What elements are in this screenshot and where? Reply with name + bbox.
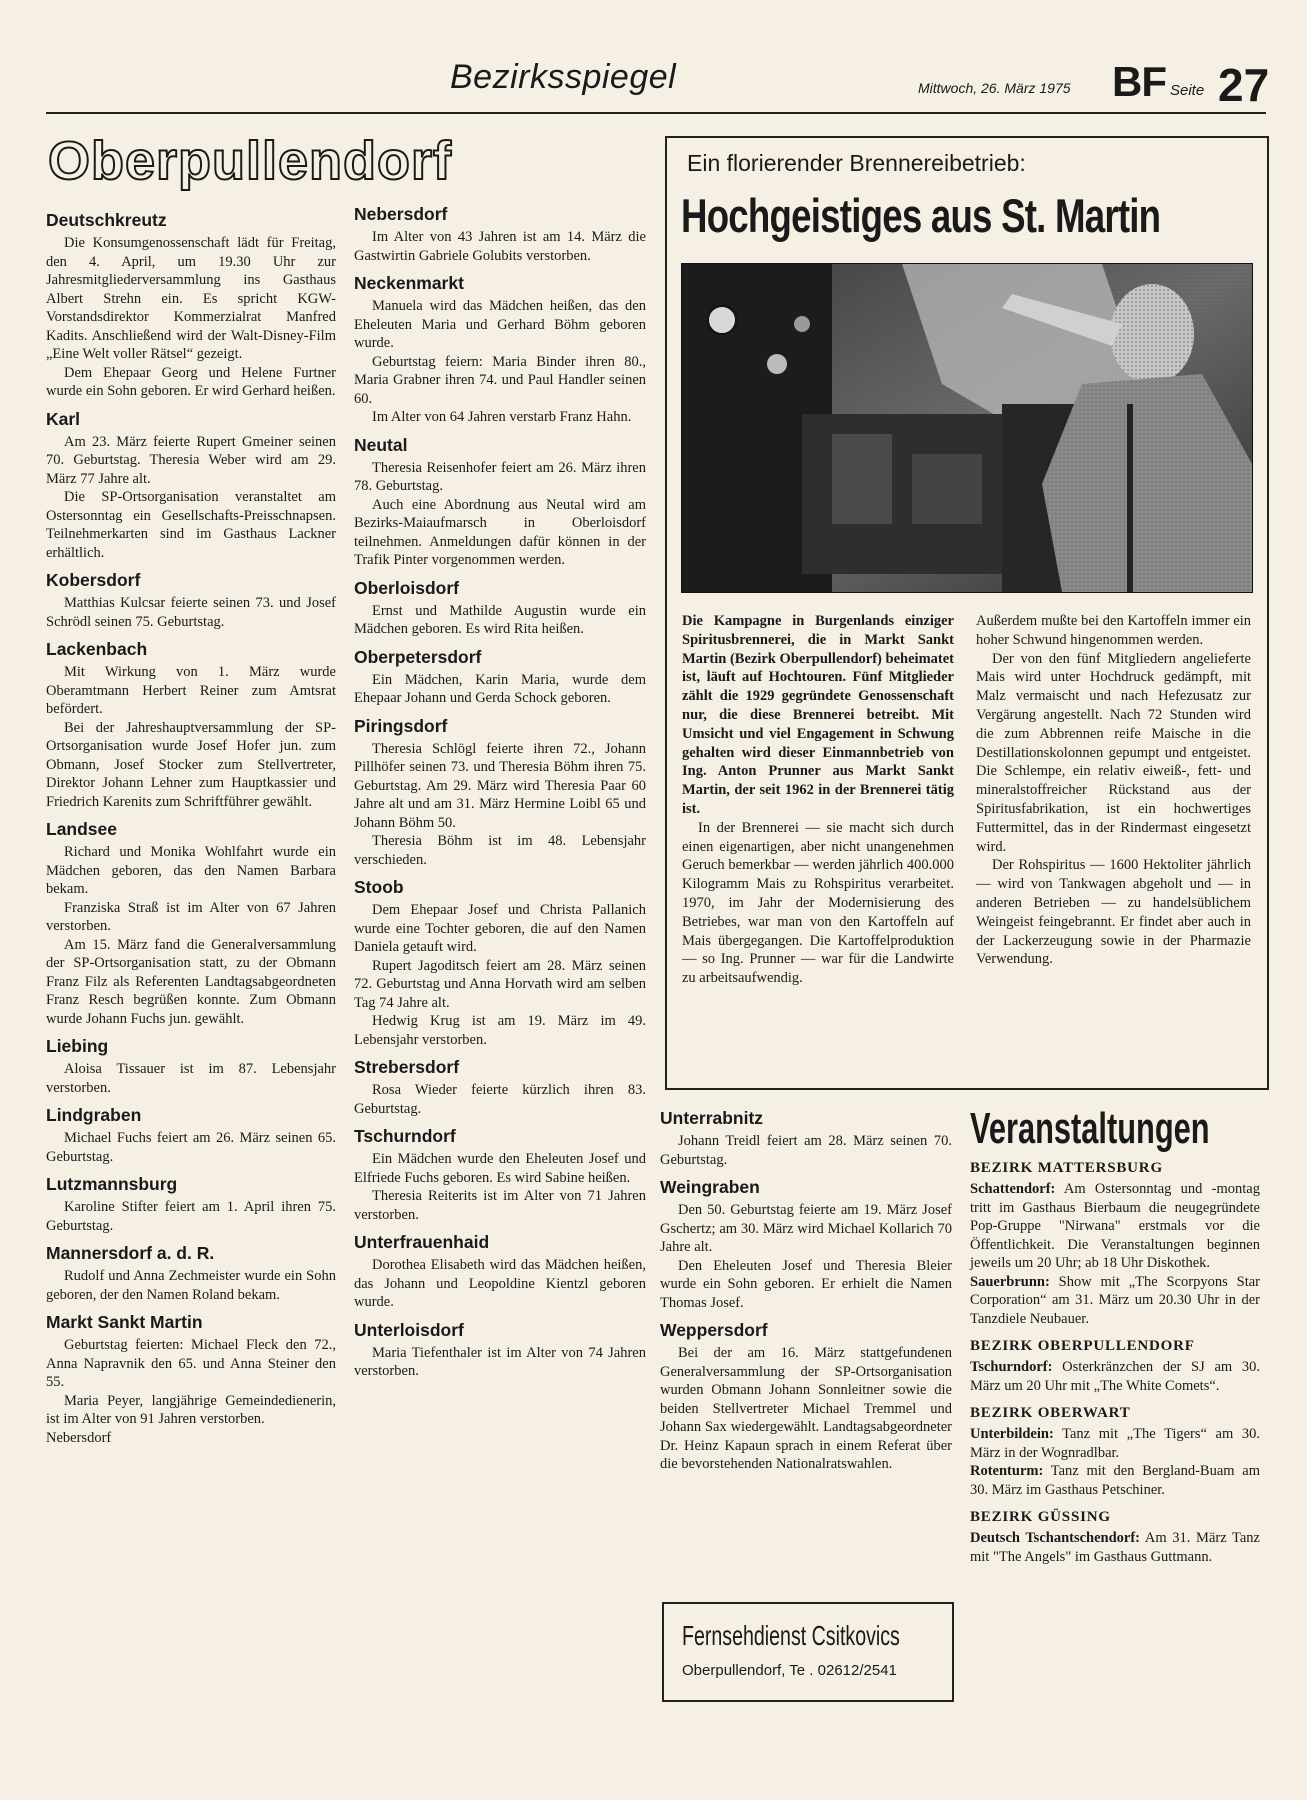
place-heading-nebersdorf: Nebersdorf [354,204,448,224]
event-item [970,1462,1260,1499]
region-title: Oberpullendorf [48,131,452,191]
place-heading-lutzmannsburg: Lutzmannsburg [46,1174,178,1194]
news-item: Am 23. März feierte Rupert Gmeiner seinen 70. Geburtstag. Theresia Weber wird am 29. März 77 Jahre alt. [46,433,336,487]
feature-lead: Die Kampagne in Burgenlands einziger Spiritusbrennerei, die in Markt Sankt Martin (Bezirk Oberpullendorf) beheimatet ist, läuft auf Hochtouren. Fünf Mitglieder zählt die 1929 gegründete Genossenschaft nur, die diese Brennerei betreibt. Mit Umsicht und viel Engagement in Schwung gehalten wird dieser Einmannbetrieb von Ing. Anton Prunner aus Markt Sankt Martin, der seit 1962 in der Brennerei tätig ist. [682,613,954,817]
ad-contact: Oberpullendorf, Te . 02612/2541 [682,1662,897,1679]
news-item: Dorothea Elisabeth wird das Mädchen heißen, das Johann und Leopoldine Kientzl geboren wurde. [354,1257,646,1310]
event-item [970,1273,1260,1329]
place-heading-markt-sankt-martin: Markt Sankt Martin [46,1312,203,1332]
news-item: Den 50. Geburtstag feierte am 19. März Josef Gschertz; am 30. März wird Michael Kollarich 70 Jahre alt. [660,1202,952,1255]
news-column-left [46,210,336,1447]
news-item: Ein Mädchen wurde den Eheleuten Josef und Elfriede Fuchs geboren. Es wird Sabine heißen. [354,1151,646,1186]
news-item: Theresia Reiterits ist im Alter von 71 Jahren verstorben. [354,1188,646,1223]
place-heading-mannersdorf-a-d-r: Mannersdorf a. d. R. [46,1243,215,1263]
news-item: Maria Tiefenthaler ist im Alter von 74 Jahren verstorben. [354,1344,646,1379]
feature-column-a [682,612,954,988]
event-item [970,1425,1260,1462]
event-text: Am 31. März Tanz mit "The Angels" im Gasthaus Guttmann. [970,1530,1260,1565]
place-heading-liebing: Liebing [46,1036,109,1056]
issue-date: Mittwoch, 26. März 1975 [918,80,1071,96]
news-item: Geburtstag feierten: Michael Fleck den 72., Anna Napravnik den 65. und Anna Steiner den 55. [46,1337,336,1390]
news-item: Dem Ehepaar Georg und Helene Furtner wurde ein Sohn geboren. Er wird Gerhard heißen. [46,364,336,399]
event-place: Tschurndorf: [970,1359,1053,1375]
news-item: Bei der Jahreshauptversammlung der SP-Ortsorganisation wurde Josef Hofer jun. zum Obmann, Josef Stocker zum Stellvertreter, Direktor Johann Lehner zum Hauptkassier und Friedrich Karenits zum Schriftführer gewählt. [46,719,336,810]
feature-paragraph: In der Brennerei — sie macht sich durch einen eigenartigen, aber nicht unangenehmen Geruch bemerkbar — werden jährlich 400.000 Kilogramm Mais zu Rohspiritus verarbeitet. 1970, im Jahr der Modernisierung des Betriebes, war man von den Kartoffeln auf Mais übergegangen. Die Kartoffelproduktion — so Ing. Prunner — war für die Landwirte zu arbeitsaufwendig. [682,819,954,987]
event-text: Show mit „The Scorpyons Star Corporation“ am 31. März um 20.30 Uhr in der Tanzdiele Neubauer. [970,1273,1260,1327]
feature-headline: Hochgeistiges aus St. Martin [681,189,1161,242]
place-heading-lindgraben: Lindgraben [46,1105,142,1125]
place-heading-tschurndorf: Tschurndorf [354,1126,456,1146]
news-item: Karoline Stifter feiert am 1. April ihren 75. Geburtstag. [46,1199,336,1234]
event-text: Osterkränzchen der SJ am 30. März um 20 Uhr mit „The White Comets“. [970,1359,1260,1394]
news-column-middle [354,204,646,1381]
place-heading-neckenmarkt: Neckenmarkt [354,273,464,293]
news-item: Hedwig Krug ist am 19. März im 49. Lebensjahr verstorben. [354,1013,646,1048]
place-heading-lackenbach: Lackenbach [46,639,148,659]
event-place: Rotenturm: [970,1463,1044,1479]
event-text: Am Ostersonntag und -montag tritt im Gasthaus Bierbaum die neugegründete Pop-Gruppe "Nirwana" erstmals vor die Öffentlichkeit. Die Veranstaltungen beginnen jeweils um 20 Uhr; ab 18 Uhr Diskothek. [970,1181,1260,1271]
place-heading-oberloisdorf: Oberloisdorf [354,577,460,598]
feature-article [665,136,1269,1090]
news-item: Rudolf und Anna Zechmeister wurde ein Sohn geboren, der den Namen Roland bekam. [46,1268,336,1303]
feature-paragraph: Außerdem mußte bei den Kartoffeln immer ein hoher Schwund hingenommen werden. [976,613,1251,648]
events-list [970,1160,1260,1566]
page-label: Seite [1170,82,1205,99]
event-text: Tanz mit „The Tigers“ am 30. März in der Wognradlbar. [970,1426,1261,1461]
news-item: Geburtstag feiern: Maria Binder ihren 80., Maria Grabner ihren 74. und Paul Handler seinen 60. [354,353,646,407]
event-item [970,1358,1260,1395]
place-heading-neutal: Neutal [354,434,408,455]
continuation-label: Nebersdorf [46,1429,112,1446]
place-heading-piringsdorf: Piringsdorf [354,715,448,736]
feature-paragraph: Der von den fünf Mitgliedern angelieferte Mais wird unter Hochdruck gedämpft, mit Malz vermaischt und nach Hefezusatz zur Vergärung angestellt. Nach 72 Stunden wird die zum Abbrennen reife Maische in die Destillationskolonnen gepumpt und entgeistet. Die Schlempe, ein relativ eiweiß-, fett- und mineralstoffreicher Rückstand aus der Spiritusfabrikation, ist ein hochwertiges Futtermittel, das in der Rindermast eingesetzt wird. [976,650,1251,855]
feature-paragraph: Der Rohspiritus — 1600 Hektoliter jährlich — wird von Tankwagen abgeholt und — in anderen Betrieben — zu handelsüblichem Weingeist feingebrannt. Er findet aber auch in der Lackerzeugung sowie in der Pharmazie Verwendung. [976,857,1251,968]
district-heading: BEZIRK OBERPULLENDORF [970,1338,1195,1354]
news-item: Richard und Monika Wohlfahrt wurde ein Mädchen geboren, das den Namen Barbara bekam. [46,844,336,897]
news-item: Dem Ehepaar Josef und Christa Pallanich wurde eine Tochter geboren, die auf den Namen Daniela getauft wird. [354,902,646,955]
place-heading-stoob: Stoob [354,877,404,897]
news-item: Theresia Böhm ist im 48. Lebensjahr verschieden. [354,833,646,868]
district-heading: BEZIRK MATTERSBURG [970,1160,1163,1176]
place-heading-unterfrauenhaid: Unterfrauenhaid [354,1232,490,1252]
place-heading-deutschkreutz: Deutschkreutz [46,210,167,230]
ad-business-name: Fernsehdienst Csitkovics [682,1620,900,1651]
distillery-photo [681,263,1253,593]
news-item: Den Eheleuten Josef und Theresia Bleier wurde ein Sohn geboren. Er erhielt die Namen Thomas Josef. [660,1257,952,1311]
news-item: Michael Fuchs feiert am 26. März seinen 65. Geburtstag. [46,1130,336,1165]
news-item: Franziska Straß ist im Alter von 67 Jahren verstorben. [46,899,336,934]
news-item: Maria Peyer, langjährige Gemeindedienerin, ist im Alter von 91 Jahren verstorben. [46,1392,336,1427]
event-place: Schattendorf: [970,1181,1056,1197]
event-text: Tanz mit den Bergland-Buam am 30. März im Gasthaus Petschiner. [970,1463,1260,1498]
news-item: Rosa Wieder feierte kürzlich ihren 83. Geburtstag. [354,1082,646,1117]
feature-column-b [976,612,1251,969]
news-column-right-middle [660,1108,952,1474]
place-heading-strebersdorf: Strebersdorf [354,1057,460,1077]
news-item: Rupert Jagoditsch feiert am 28. März seinen 72. Geburtstag und Anna Horvath wird am selben Tag 74 Jahre alt. [354,957,646,1011]
events-column [970,1104,1260,1566]
event-place: Deutsch Tschantschendorf: [970,1530,1141,1546]
section-title: Bezirksspiegel [450,58,677,96]
district-heading: BEZIRK GÜSSING [970,1509,1111,1525]
place-heading-unterrabnitz: Unterrabnitz [660,1108,764,1128]
place-heading-oberpetersdorf: Oberpetersdorf [354,646,482,667]
news-item: Bei der am 16. März stattgefundenen Generalversammlung der SP-Ortsorganisation wurden Obmann Johann Sonnleitner sowie die beiden Stellvertreter Michael Tremmel und Johann Sax wiedergewählt. Landtagsabgeordneter Dr. Heinz Kapaun sprach in einem Referat über die bevorstehenden Nationalratswahlen. [660,1345,952,1472]
news-item: Im Alter von 43 Jahren ist am 14. März die Gastwirtin Gabriele Golubits verstorben. [354,229,646,264]
news-item: Ernst und Mathilde Augustin wurde ein Mädchen geboren. Es wird Rita heißen. [354,602,646,637]
news-item: Die SP-Ortsorganisation veranstaltet am Ostersonntag ein Gesellschafts-Preisschnapsen. Teilnehmerkarten sind im Gasthaus Lackner erhältlich. [46,489,336,561]
event-item [970,1180,1260,1273]
news-item: Mit Wirkung von 1. März wurde Oberamtmann Herbert Reiner zum Amtsrat befördert. [46,664,336,717]
news-item: Theresia Reisenhofer feiert am 26. März ihren 78. Geburtstag. [354,459,646,494]
photo-image [682,264,1252,592]
events-title: Veranstaltungen [970,1104,1210,1153]
event-place: Sauerbrunn: [970,1273,1050,1290]
news-item: Ein Mädchen, Karin Maria, wurde dem Ehepaar Johann und Gerda Schock geboren. [354,671,646,706]
advertisement [662,1602,954,1702]
feature-kicker: Ein florierender Brennereibetrieb: [687,150,1026,176]
news-item: Theresia Schlögl feierte ihren 72., Johann Pillhöfer seinen 73. und Theresia Böhm ihren 75. Geburtstag. Am 29. März wird Theresia Paar 60 Jahre alt und am 31. März Hermine Loibl 65 und Johann Böhm 50. [354,740,646,831]
event-place: Unterbildein: [970,1426,1054,1442]
news-item: Johann Treidl feiert am 28. März seinen 70. Geburtstag. [660,1133,952,1168]
place-heading-kobersdorf: Kobersdorf [46,570,141,590]
news-item: Die Konsumgenossenschaft lädt für Freitag, den 4. April, um 19.30 Uhr zur Jahresmitgliederversammlung ins Gasthaus Albert Strehn ein. Es spricht KGW-Vorstandsdirektor Kommerzialrat Manfred Kadits. Anschließend wird der Walt-Disney-Film „Eine Welt voller Rätsel“ gezeigt. [46,235,336,362]
place-heading-karl: Karl [46,408,81,429]
event-item [970,1529,1260,1566]
district-heading: BEZIRK OBERWART [970,1405,1131,1421]
news-item: Matthias Kulcsar feierte seinen 73. und Josef Schrödl seinen 75. Geburtstag. [46,595,336,630]
news-item: Manuela wird das Mädchen heißen, das den Eheleuten Maria und Gerhard Böhm geboren wurde. [354,298,646,351]
place-heading-weingraben: Weingraben [660,1177,760,1197]
place-heading-unterloisdorf: Unterloisdorf [354,1319,464,1340]
place-heading-landsee: Landsee [46,819,117,839]
newspaper-logo: BF [1112,58,1166,105]
news-item: Auch eine Abordnung aus Neutal wird am Bezirks-Maiaufmarsch in Oberloisdorf teilnehmen. Anmeldungen dafür können in der Trafik Pinter vorgenommen werden. [354,496,646,568]
place-heading-weppersdorf: Weppersdorf [660,1320,768,1340]
news-item: Aloisa Tissauer ist im 87. Lebensjahr verstorben. [46,1061,336,1096]
page-number: 27 [1218,59,1270,111]
news-item: Im Alter von 64 Jahren verstarb Franz Hahn. [372,409,632,425]
news-item: Am 15. März fand die Generalversammlung der SP-Ortsorganisation statt, zu der Obmann Franz Filz als Referenten Landtagsabgeordneten Franz Resch begrüßen konnte. Zum Obmann wurde Johann Fuchs jun. gewählt. [46,936,336,1027]
